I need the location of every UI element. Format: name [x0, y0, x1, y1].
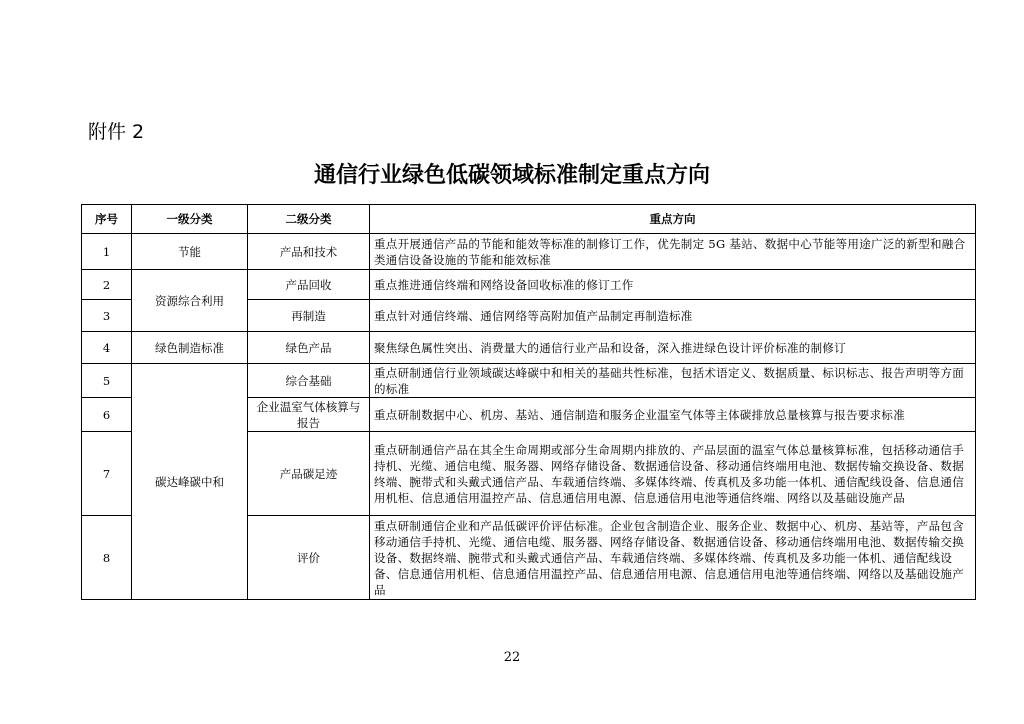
header-no: 序号 [82, 205, 132, 234]
row-cat2: 再制造 [248, 300, 370, 332]
row-no: 1 [82, 234, 132, 270]
row-no: 5 [82, 364, 132, 398]
row-focus: 重点推进通信终端和网络设备回收标准的修订工作 [370, 270, 976, 300]
document-title: 通信行业绿色低碳领域标准制定重点方向 [313, 163, 710, 188]
row-no: 2 [82, 270, 132, 300]
row-focus: 重点研制通信产品在其全生命周期或部分生命周期内排放的、产品层面的温室气体总量核算标准，包括移动通信手持机、光缆、通信电缆、服务器、网络存储设备、数据通信设备、移动通信终端用电池、数据传输交换设备、数据终端、腕带式和头戴式通信产品、车载通信终端、多媒体终端、传真机及多功能一体机、通信配线设备、信息通信用机柜、信息通信用温控产品、信息通信用电源、信息通信用电池等通信终端、网络以及基础设施产品 [370, 432, 976, 516]
standards-table [81, 204, 976, 600]
row-no: 3 [82, 300, 132, 332]
header-focus: 重点方向 [370, 205, 976, 234]
row-cat2: 企业温室气体核算与报告 [248, 398, 370, 432]
table-row [82, 364, 976, 398]
page-number: 22 [503, 650, 521, 665]
row-cat1: 节能 [132, 234, 248, 270]
table-header-row [82, 205, 976, 234]
row-focus: 重点研制数据中心、机房、基站、通信制造和服务企业温室气体等主体碳排放总量核算与报告要求标准 [370, 398, 976, 432]
row-no: 6 [82, 398, 132, 432]
header-cat1: 一级分类 [132, 205, 248, 234]
row-focus: 重点开展通信产品的节能和能效等标准的制修订工作，优先制定 5G 基站、数据中心节能等用途广泛的新型和融合类通信设备设施的节能和能效标准 [370, 234, 976, 270]
row-no: 7 [82, 432, 132, 516]
row-cat1: 碳达峰碳中和 [132, 364, 248, 600]
row-cat2: 产品和技术 [248, 234, 370, 270]
header-cat2: 二级分类 [248, 205, 370, 234]
row-focus: 重点针对通信终端、通信网络等高附加值产品制定再制造标准 [370, 300, 976, 332]
row-cat2: 综合基础 [248, 364, 370, 398]
table-row [82, 332, 976, 364]
row-cat2: 绿色产品 [248, 332, 370, 364]
row-no: 8 [82, 516, 132, 600]
row-focus: 聚焦绿色属性突出、消费量大的通信行业产品和设备，深入推进绿色设计评价标准的制修订 [370, 332, 976, 364]
row-cat2: 评价 [248, 516, 370, 600]
table-row [82, 270, 976, 300]
row-focus: 重点研制通信企业和产品低碳评价评估标准。企业包含制造企业、服务企业、数据中心、机房、基站等，产品包含移动通信手持机、光缆、通信电缆、服务器、网络存储设备、数据通信设备、移动通信终端用电池、数据传输交换设备、数据终端、腕带式和头戴式通信产品、车载通信终端、多媒体终端、传真机及多功能一体机、通信配线设备、信息通信用机柜、信息通信用温控产品、信息通信用电源、信息通信用电池等通信终端、网络以及基础设施产品 [370, 516, 976, 600]
table-row [82, 234, 976, 270]
attachment-label: 附件 2 [88, 121, 145, 143]
row-no: 4 [82, 332, 132, 364]
row-focus: 重点研制通信行业领域碳达峰碳中和相关的基础共性标准，包括术语定义、数据质量、标识标志、报告声明等方面的标准 [370, 364, 976, 398]
row-cat1: 资源综合利用 [132, 270, 248, 332]
row-cat2: 产品碳足迹 [248, 432, 370, 516]
row-cat2: 产品回收 [248, 270, 370, 300]
row-cat1: 绿色制造标准 [132, 332, 248, 364]
